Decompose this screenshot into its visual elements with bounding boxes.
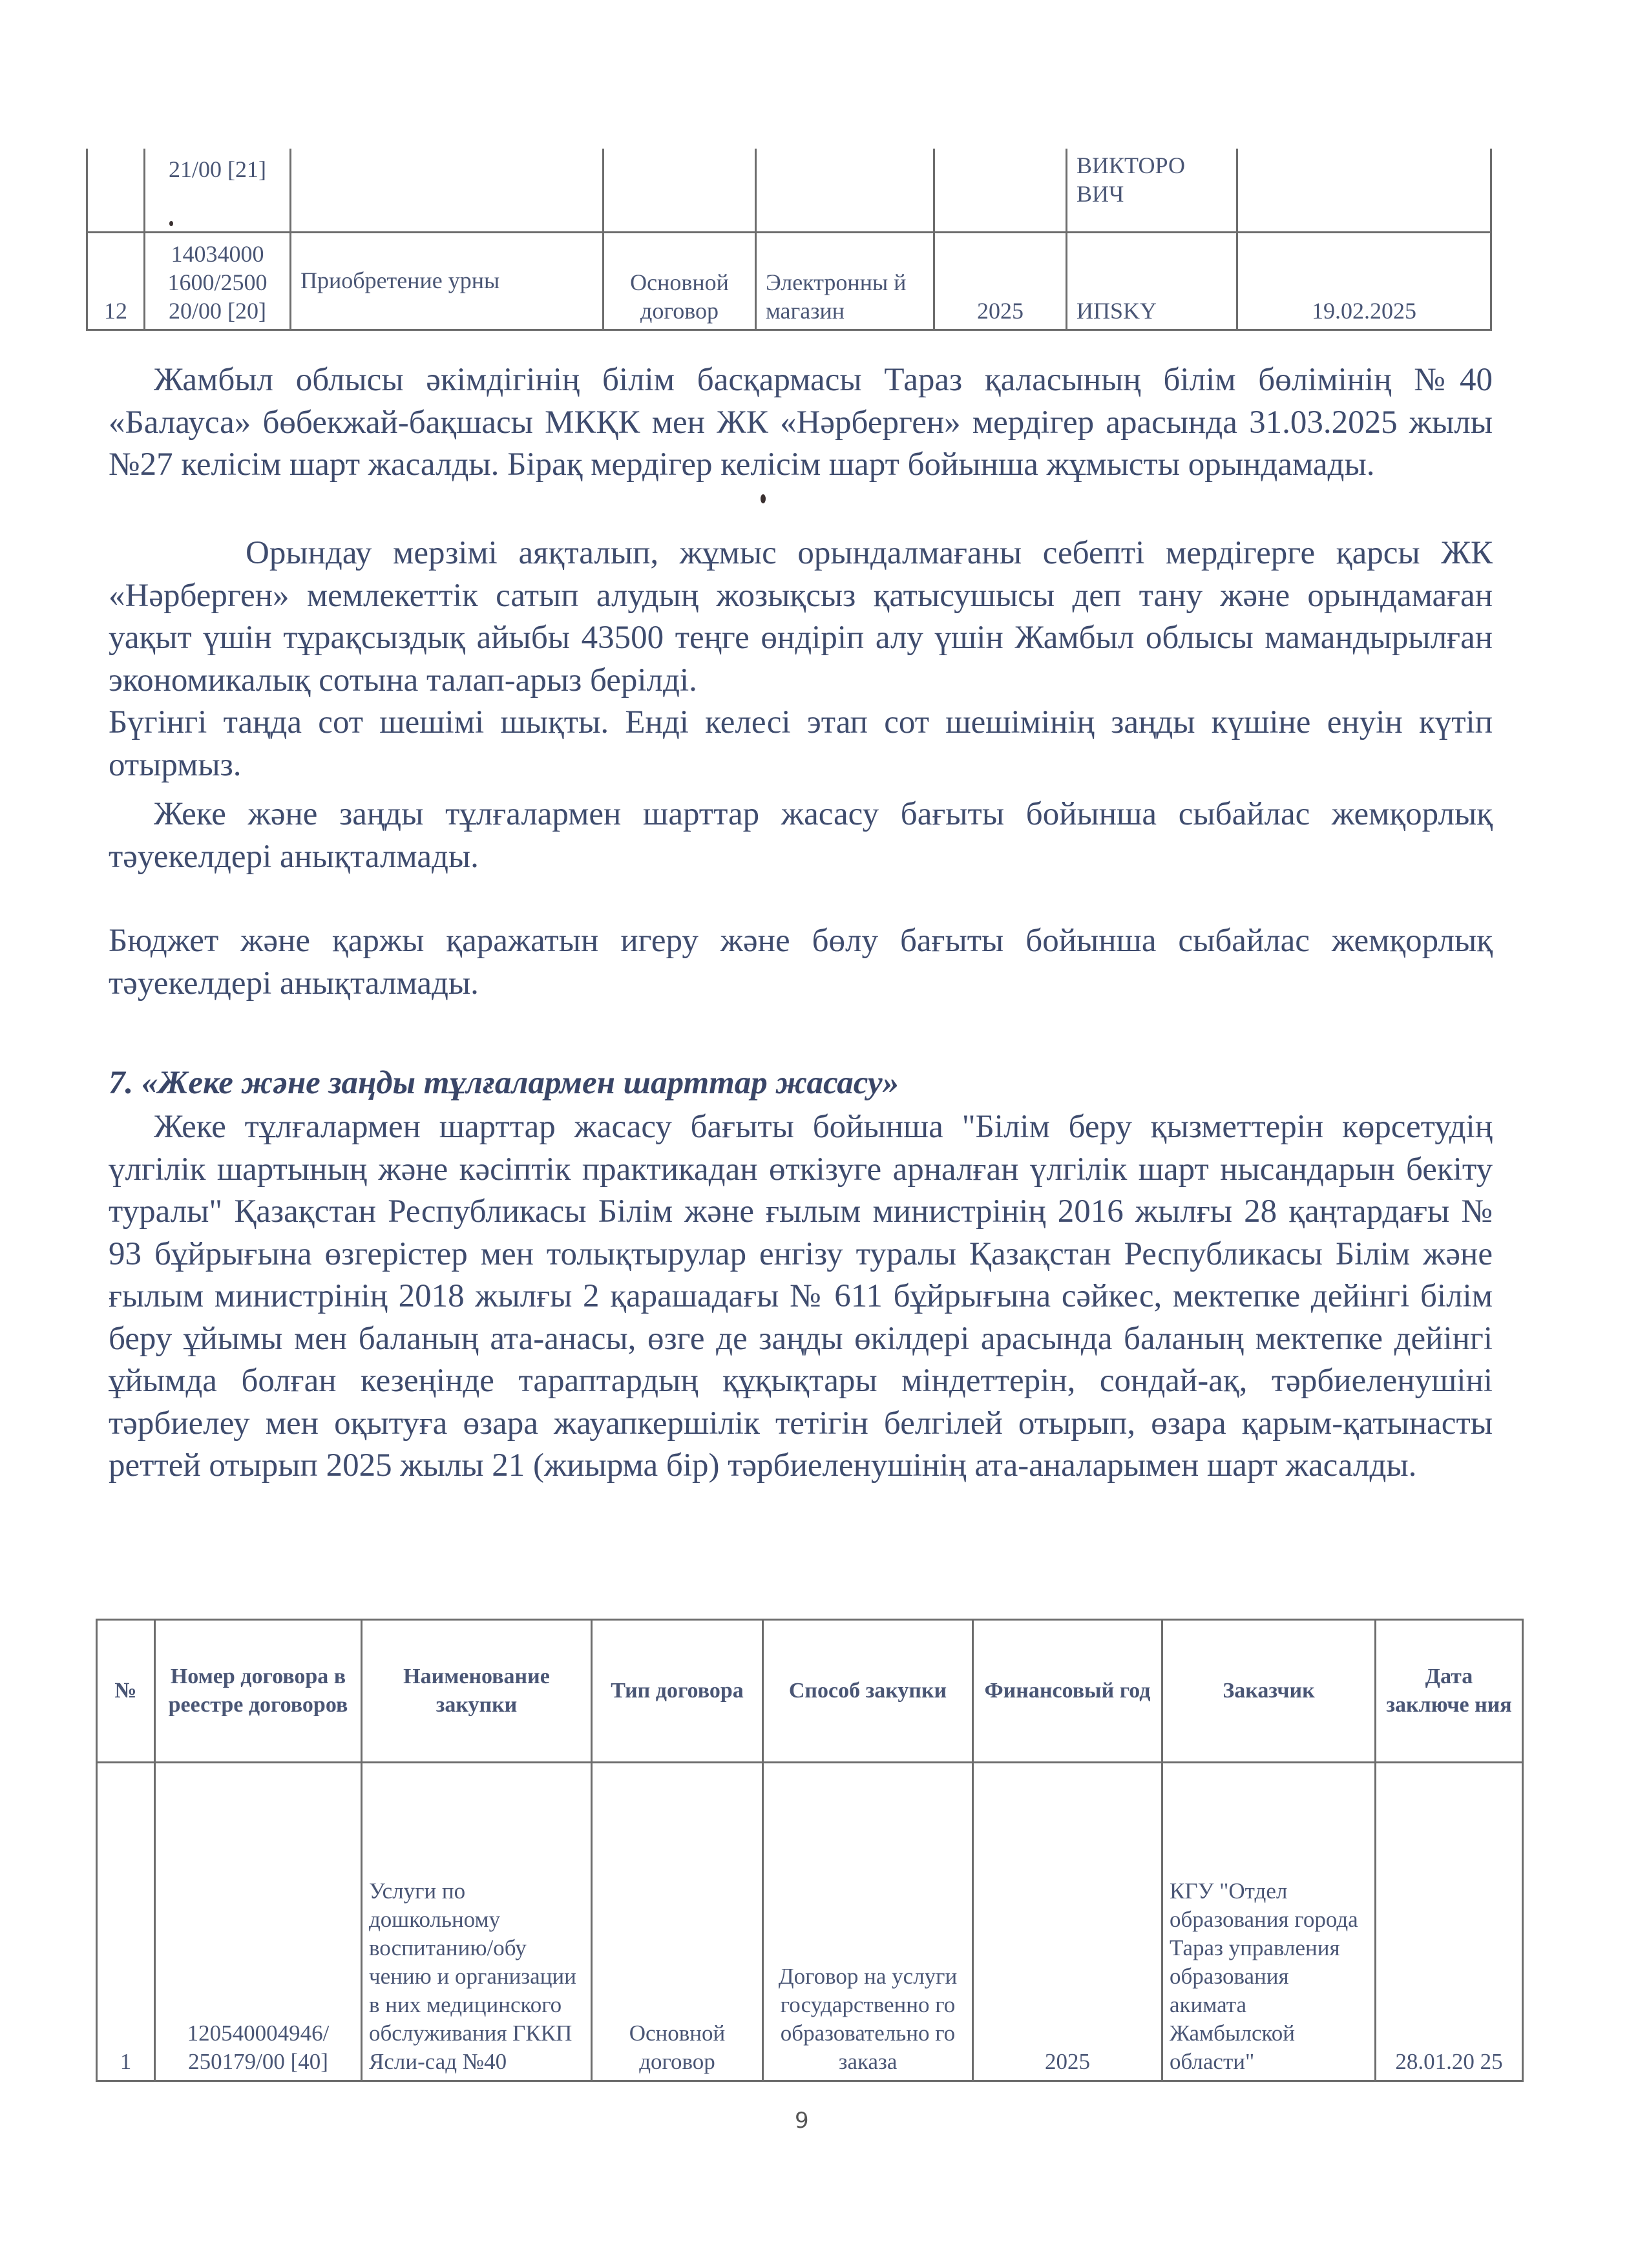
cell-year: 2025 <box>934 233 1067 330</box>
contracts-table <box>96 1619 1524 2082</box>
cell-num: 12 <box>87 233 145 330</box>
table-row <box>97 1763 1523 2081</box>
cell-name: Услуги по дошкольному воспитанию/обу чению и организации в них медицинского обслуживания ГККП Ясли-сад №40 <box>362 1763 592 2081</box>
paragraph-lawsuit <box>109 532 1493 786</box>
page-number: 9 <box>795 2108 809 2134</box>
cell-customer: КГУ "Отдел образования города Тараз управления образования акимата Жамбылской области" <box>1162 1763 1376 2081</box>
paragraph-contract-failure <box>109 359 1493 487</box>
paragraph-text: Орындау мерзімі аяқталып, жұмыс орындалмағаны себепті мердігерге қарсы ЖК «Нәрберген» мемлекеттік сатып алудың жозықсыз қатысушысы деп тану және орындамаған уақыт үшін тұрақсыздық айыбы 43500 теңге өндіріп алу үшін Жамбыл облысы мамандырылған экономикалық сотына талап-арыз берілді. <box>109 535 1493 698</box>
cell-date: 28.01.20 25 <box>1376 1763 1523 2081</box>
cell-method: Электронны й магазин <box>756 233 934 330</box>
contracts-table-continued <box>86 149 1492 331</box>
cell-method <box>756 149 934 233</box>
cell-type: Основной договор <box>604 233 756 330</box>
paragraph-text: Жеке тұлғалармен шарттар жасасу бағыты бойынша "Білім беру қызметтерін көрсетудің үлгілік шартының және кәсіптік практикадан өткізуге арналған үлгілік шарт нысандарын бекіту туралы" Қазақстан Республикасы Білім және ғылым министрінің 2016 жылғы 28 қаңтардағы № 93 бұйрығына өзгерістер мен толықтырулар енгізу туралы Қазақстан Республикасы Білім және ғылым министрінің 2018 жылғы 2 қарашадағы № 611 бұйрығына сәйкес, мектепке дейінгі білім беру ұйымы мен баланың ата-анасы, өзге де заңды өкілдері арасында баланың мектепке дейінгі ұйымда болған кезеңінде тараптардың құқықтары міндеттерін, сондай-ақ, тәрбиеленушіні тәрбиелеу мен оқытуға өзара жауапкершілік тетігін белгілей отырып, өзара қарым-қатынасты реттей отырып 2025 жылы 21 (жиырма бір) тәрбиеленушінің ата-аналарымен шарт жасалды. <box>109 1109 1493 1484</box>
cell-name <box>291 149 604 233</box>
header-name: Наименование закупки <box>362 1620 592 1763</box>
paragraph-text: Бюджет және қаржы қаражатын игеру және бөлу бағыты бойынша сыбайлас жемқорлық тәуекелдері анықталмады. <box>109 923 1493 1002</box>
scan-speck <box>169 221 173 226</box>
header-num: № <box>97 1620 155 1763</box>
cell-customer: ВИКТОРО ВИЧ <box>1067 149 1237 233</box>
cell-customer: ИПSKY <box>1067 233 1237 330</box>
header-year: Финансовый год <box>973 1620 1162 1763</box>
cell-contract-no: 14034000 1600/2500 20/00 [20] <box>145 233 291 330</box>
header-customer: Заказчик <box>1162 1620 1376 1763</box>
cell-name: Приобретение урны <box>291 233 604 330</box>
cell-type <box>604 149 756 233</box>
header-method: Способ закупки <box>763 1620 973 1763</box>
paragraph-text: Жеке және заңды тұлғалармен шарттар жасасу бағыты бойынша сыбайлас жемқорлық тәуекелдері анықталмады. <box>109 796 1493 875</box>
table-header-row <box>97 1620 1523 1763</box>
cell-contract-no: 21/00 [21] <box>145 149 291 233</box>
header-date: Дата заключе ния <box>1376 1620 1523 1763</box>
header-type: Тип договора <box>592 1620 763 1763</box>
paragraph-no-risks-budget <box>109 920 1493 1005</box>
cell-date <box>1237 149 1491 233</box>
cell-year: 2025 <box>973 1763 1162 2081</box>
paragraph-text: Жамбыл облысы әкімдігінің білім басқармасы Тараз қаласының білім бөлімінің №40 «Балауса» бөбекжай-бақшасы МКҚК мен ЖК «Нәрберген» мердігер арасында 31.03.2025 жылы №27 келісім шарт жасалды. Бірақ мердігер келісім шарт бойынша жұмысты орындамады. <box>109 362 1493 483</box>
cell-num: 1 <box>97 1763 155 2081</box>
cell-year <box>934 149 1067 233</box>
cell-method: Договор на услуги государственно го образовательно го заказа <box>763 1763 973 2081</box>
table-row <box>87 149 1491 233</box>
cell-type: Основной договор <box>592 1763 763 2081</box>
paragraph-parent-contracts <box>109 1106 1493 1487</box>
paragraph-text: Бүгінгі таңда сот шешімі шықты. Енді келесі этап сот шешімінің заңды күшіне енуін күтіп отырмыз. <box>109 704 1493 783</box>
cell-date: 19.02.2025 <box>1237 233 1491 330</box>
section-heading: 7. «Жеке және заңды тұлғалармен шарттар жасасу» <box>109 1065 899 1101</box>
cell-contract-no: 120540004946/ 250179/00 [40] <box>155 1763 362 2081</box>
table-row <box>87 233 1491 330</box>
paragraph-no-risks-contracts <box>109 793 1493 878</box>
cell-num <box>87 149 145 233</box>
scan-speck <box>761 494 766 503</box>
header-contract-no: Номер договора в реестре договоров <box>155 1620 362 1763</box>
